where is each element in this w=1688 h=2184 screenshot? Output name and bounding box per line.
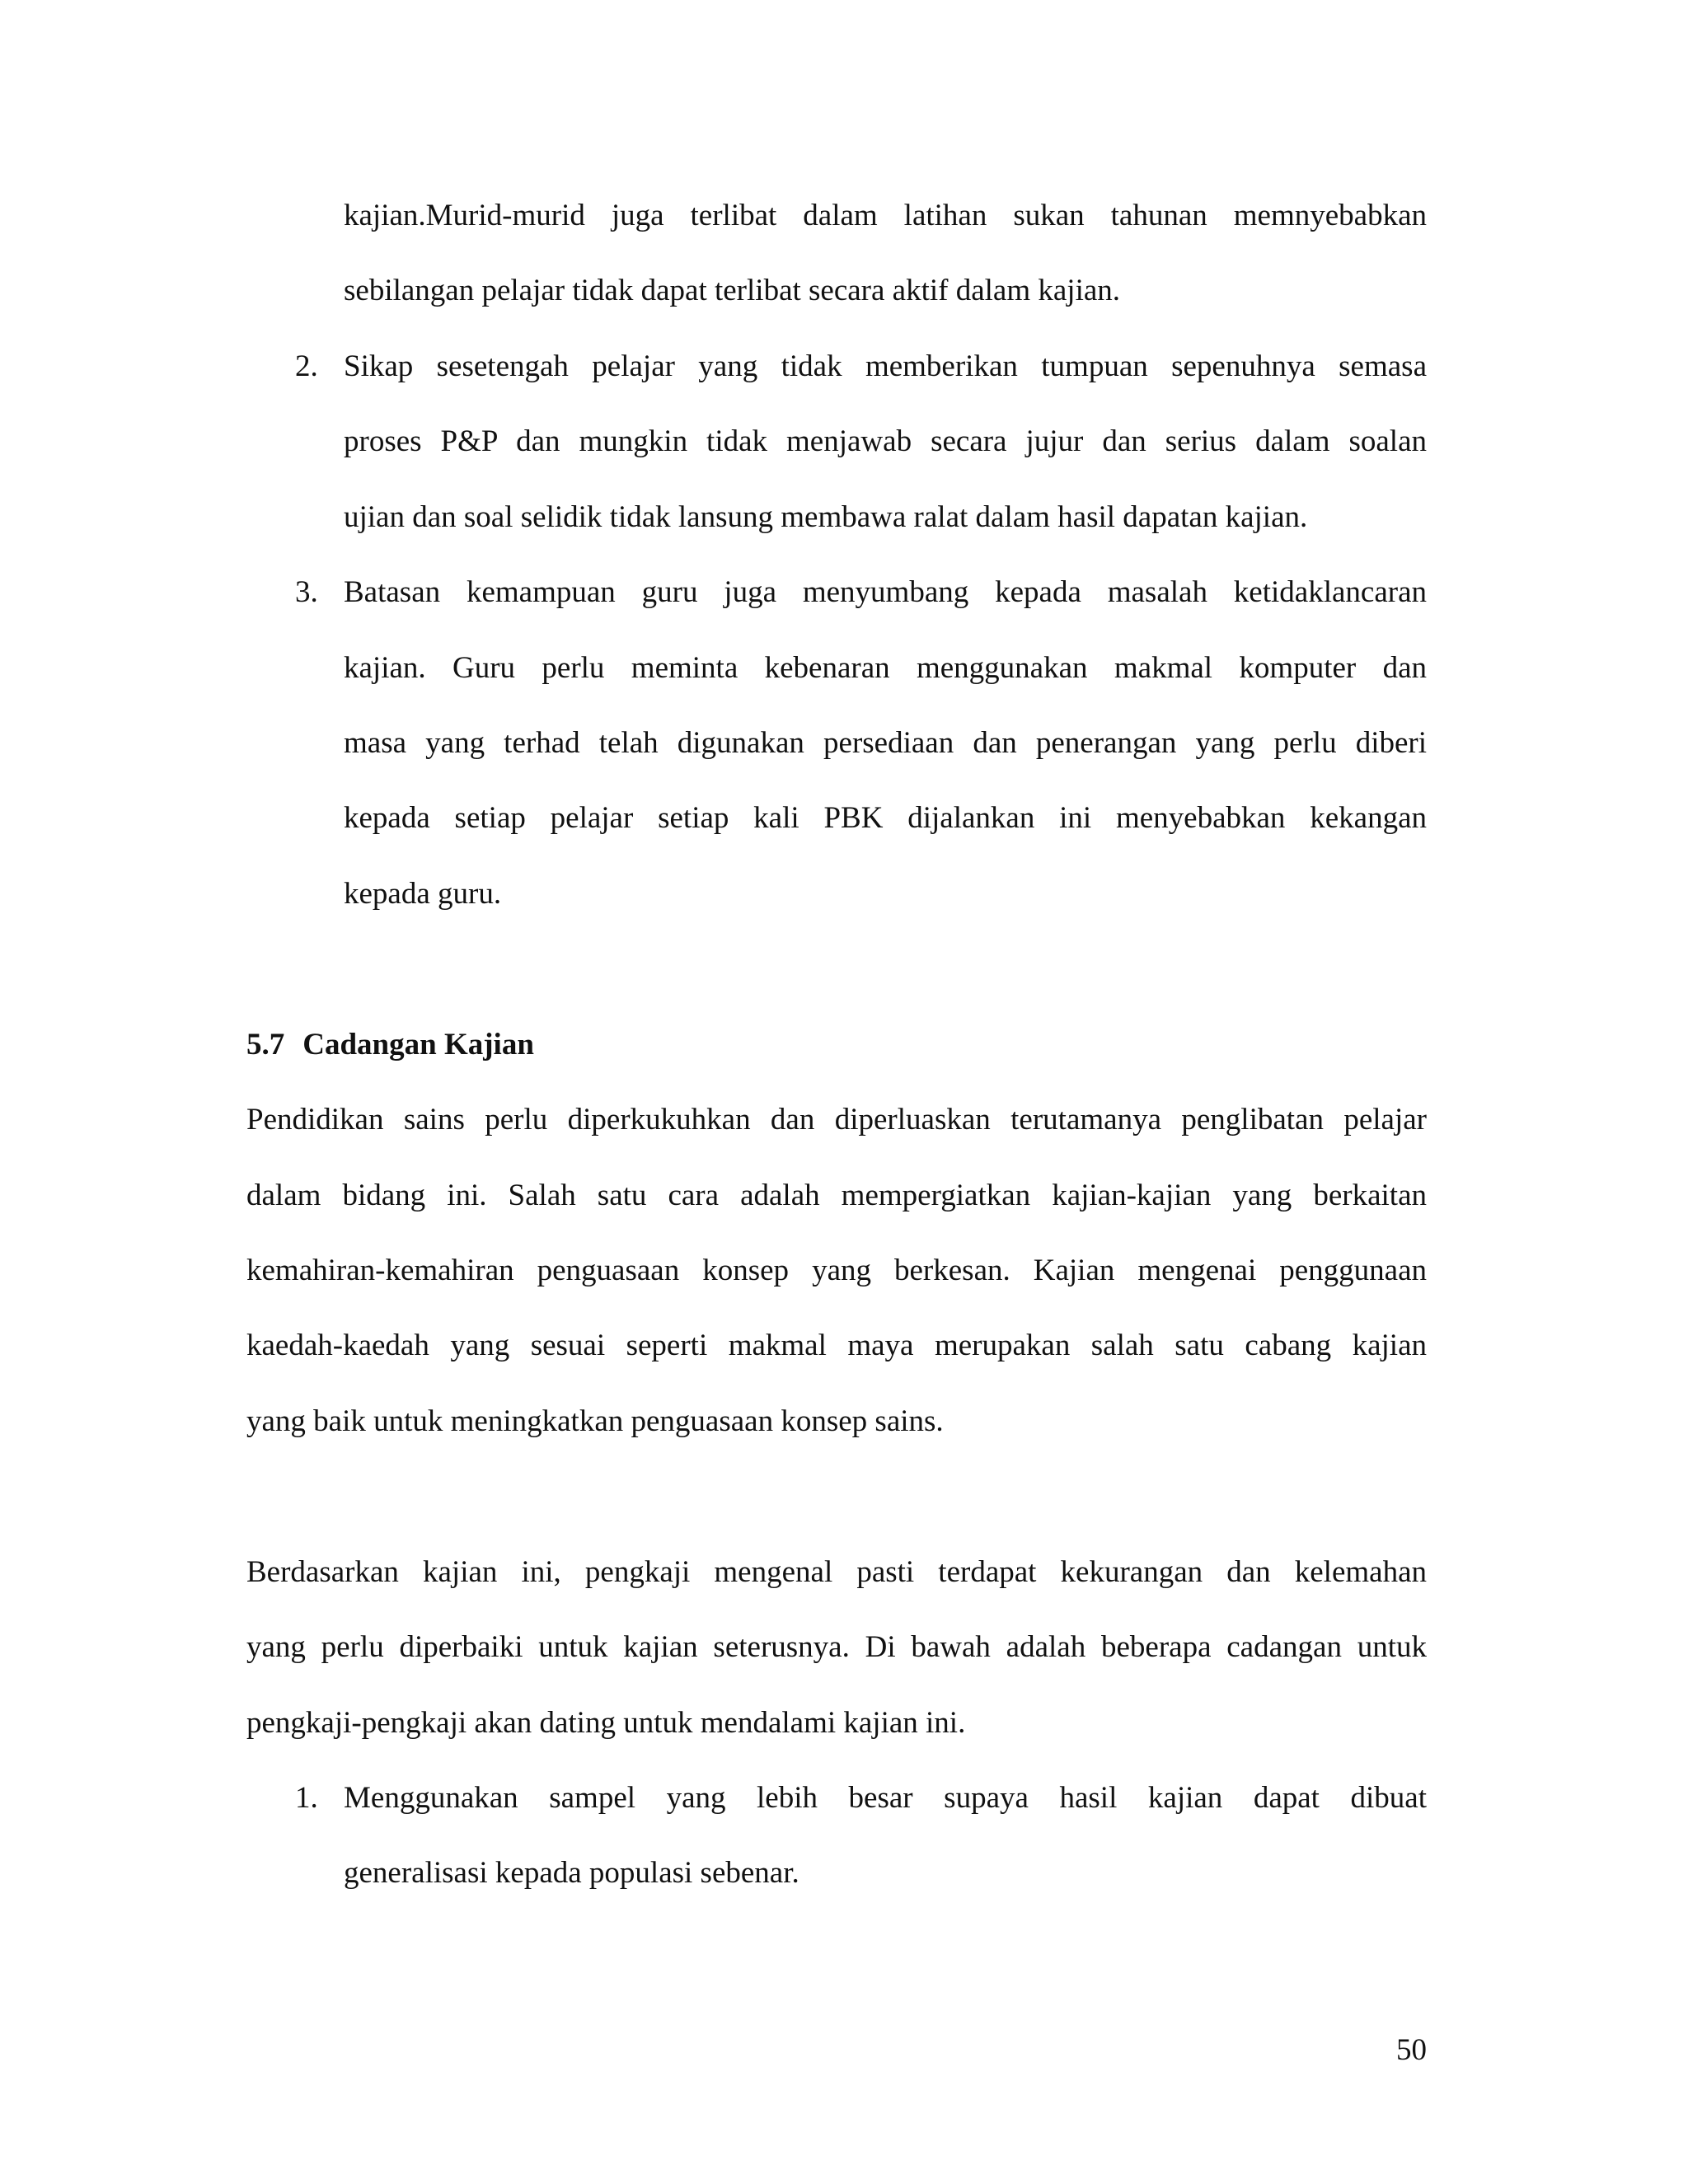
suggestion-1-line-1: Menggunakan sampel yang lebih besar supaya hasil kajian dapat dibuat: [344, 1781, 1427, 1815]
paragraph-1-line-2: dalam bidang ini. Salah satu cara adalah mempergiatkan kajian-kajian yang berkaitan: [246, 1179, 1427, 1212]
limitation-3-line-2: kajian. Guru perlu meminta kebenaran menggunakan makmal komputer dan: [344, 651, 1427, 685]
limitation-2-line-1: Sikap sesetengah pelajar yang tidak memberikan tumpuan sepenuhnya semasa: [344, 349, 1427, 383]
paragraph-1-line-1: Pendidikan sains perlu diperkukuhkan dan diperluaskan terutamanya penglibatan pelajar: [246, 1103, 1427, 1137]
limitation-3-line-4: kepada setiap pelajar setiap kali PBK dijalankan ini menyebabkan kekangan: [344, 801, 1427, 835]
limitation-3-line-1: Batasan kemampuan guru juga menyumbang kepada masalah ketidaklancaran: [344, 575, 1427, 609]
suggestion-number-1: 1.: [295, 1781, 318, 1815]
section-heading: [246, 1024, 534, 1066]
limitation-2-line-3: ujian dan soal selidik tidak lansung membawa ralat dalam hasil dapatan kajian.: [344, 500, 1308, 534]
paragraph-2-line-3: pengkaji-pengkaji akan dating untuk mendalami kajian ini.: [246, 1706, 966, 1740]
paragraph-1-line-5: yang baik untuk meningkatkan penguasaan konsep sains.: [246, 1404, 944, 1438]
paragraph-2-line-1: Berdasarkan kajian ini, pengkaji mengenal pasti terdapat kekurangan dan kelemahan: [246, 1555, 1427, 1589]
paragraph-1-line-3: kemahiran-kemahiran penguasaan konsep yang berkesan. Kajian mengenai penggunaan: [246, 1254, 1427, 1287]
paragraph-1-line-4: kaedah-kaedah yang sesuai seperti makmal maya merupakan salah satu cabang kajian: [246, 1329, 1427, 1362]
suggestion-1-line-2: generalisasi kepada populasi sebenar.: [344, 1856, 799, 1890]
continuation-line-2: sebilangan pelajar tidak dapat terlibat secara aktif dalam kajian.: [344, 274, 1121, 307]
section-title: Cadangan Kajian: [302, 1028, 534, 1062]
limitation-2-line-2: proses P&P dan mungkin tidak menjawab secara jujur dan serius dalam soalan: [344, 424, 1427, 458]
list-number-3: 3.: [295, 575, 318, 609]
paragraph-2-line-2: yang perlu diperbaiki untuk kajian seterusnya. Di bawah adalah beberapa cadangan untuk: [246, 1630, 1427, 1664]
list-number-2: 2.: [295, 349, 318, 383]
limitation-3-line-3: masa yang terhad telah digunakan persediaan dan penerangan yang perlu diberi: [344, 726, 1427, 760]
continuation-line-1: kajian.Murid-murid juga terlibat dalam latihan sukan tahunan memnyebabkan: [344, 199, 1427, 232]
section-number: 5.7: [246, 1028, 285, 1062]
limitation-3-line-5: kepada guru.: [344, 877, 502, 911]
page-number: 50: [1396, 2033, 1427, 2067]
